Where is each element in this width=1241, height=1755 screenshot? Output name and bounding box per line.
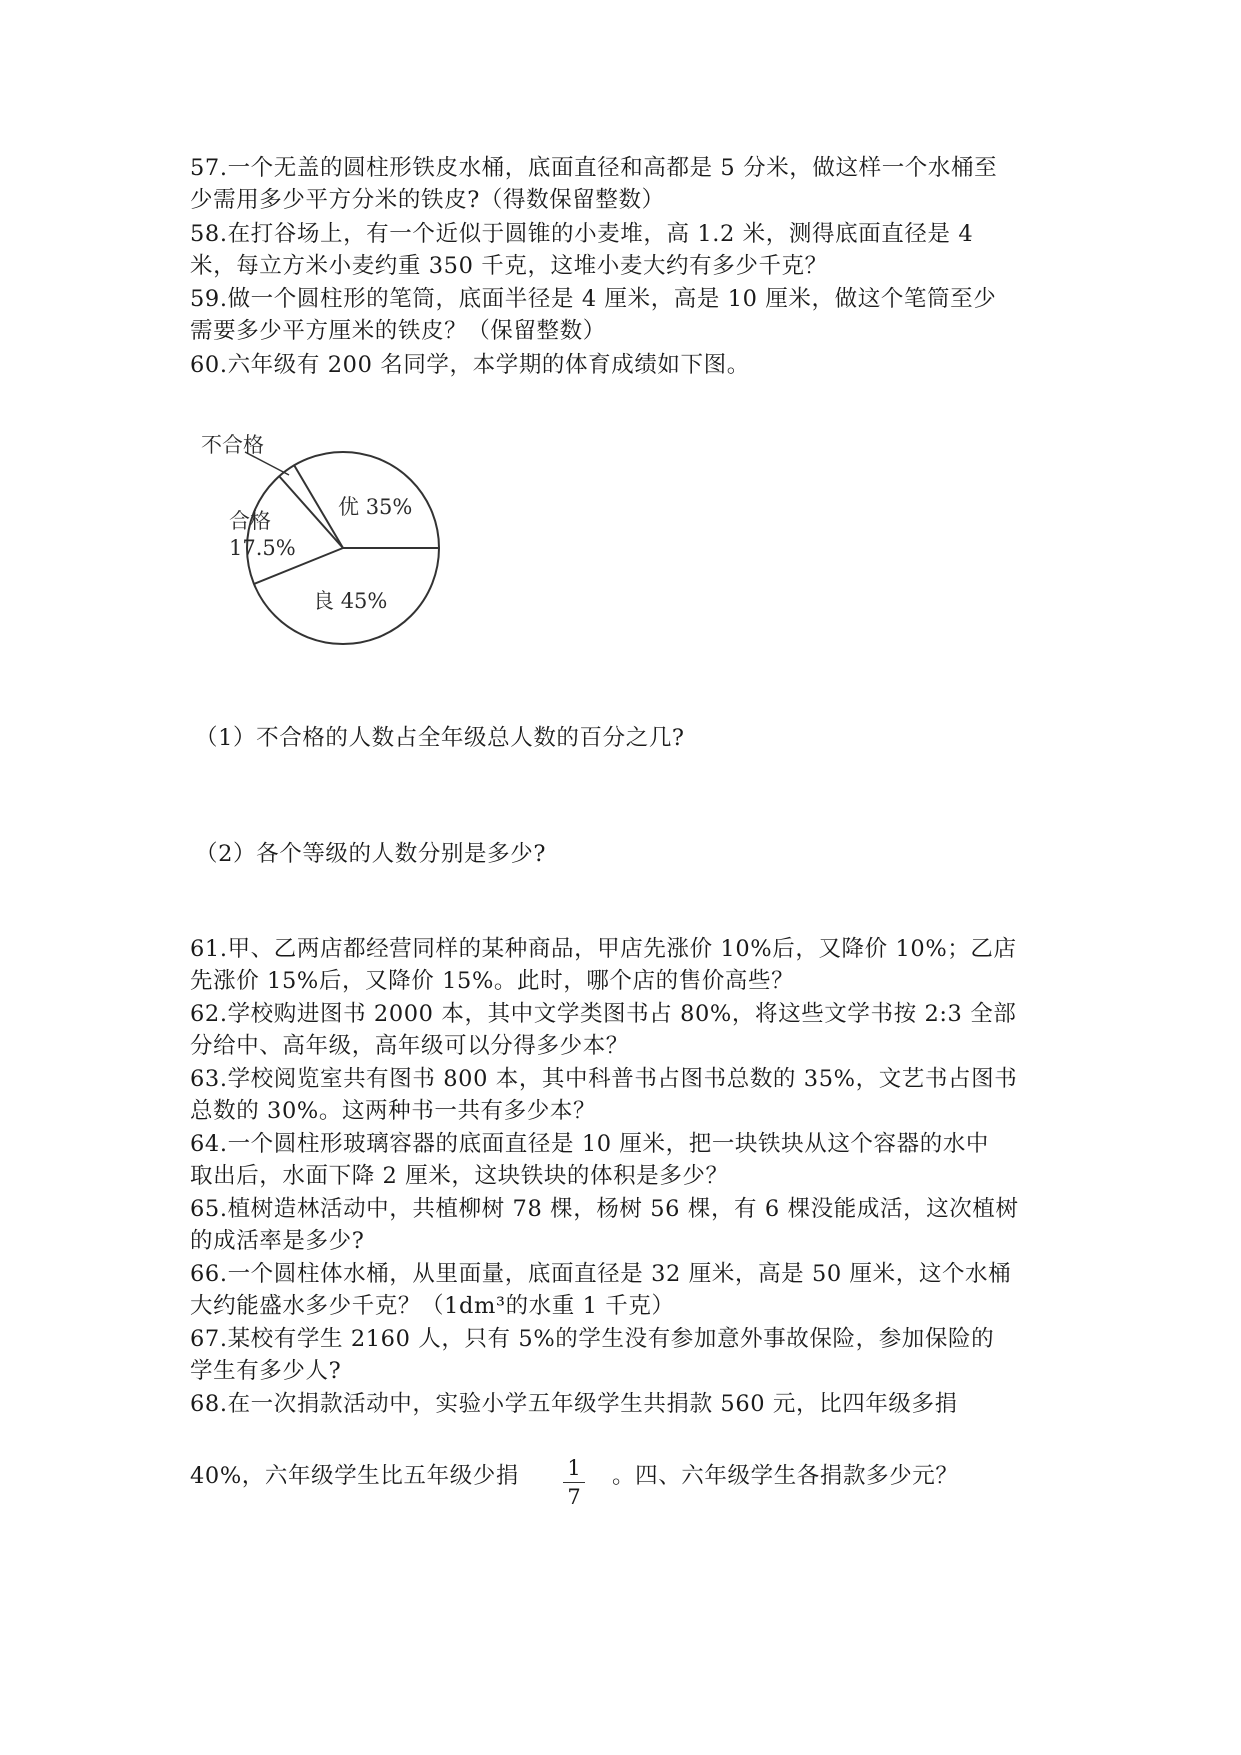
slice-value-liang: 45% (340, 589, 388, 613)
question-68-line-1: 68.在一次捐款活动中，实验小学五年级学生共捐款 560 元，比四年级多捐 (190, 1391, 958, 1417)
slice-label-you (338, 495, 412, 519)
question-64-line-2: 取出后，水面下降 2 厘米，这块铁块的体积是多少？ (190, 1163, 729, 1189)
question-58-line-1: 58.在打谷场上，有一个近似于圆锥的小麦堆，高 1.2 米，测得底面直径是 4 (190, 221, 974, 247)
question-65-line-2: 的成活率是多少? (190, 1228, 365, 1254)
slice-label-you-name: 优 (338, 495, 359, 519)
question-64-line-1: 64.一个圆柱形玻璃容器的底面直径是 10 厘米，把一块铁块从这个容器的水中 (190, 1131, 990, 1157)
question-57-line-2: 少需用多少平方分米的铁皮?（得数保留整数） (190, 187, 665, 213)
slice-value-hege: 17.5% (229, 536, 296, 560)
question-68-line-2b: 。四、六年级学生各捐款多少元？ (612, 1463, 959, 1489)
slice-label-buhege: 不合格 (201, 433, 264, 457)
question-60-line-1: 60.六年级有 200 名同学，本学期的体育成绩如下图。 (190, 352, 750, 378)
slice-label-hege: 合格 (229, 509, 271, 533)
fraction-bar (563, 1482, 585, 1483)
question-67-line-1: 67.某校有学生 2160 人，只有 5%的学生没有参加意外事故保险，参加保险的 (190, 1326, 995, 1352)
question-61-line-1: 61.甲、乙两店都经营同样的某种商品，甲店先涨价 10%后，又降价 10%；乙店 (190, 936, 1017, 962)
fraction-one-seventh (563, 1456, 585, 1509)
question-68-line-2a: 40%，六年级学生比五年级少捐 (190, 1463, 520, 1489)
question-66-line-1: 66.一个圆柱体水桶，从里面量，底面直径是 32 厘米，高是 50 厘米，这个水桶 (190, 1261, 1012, 1287)
question-60-sub-2: （2）各个等级的人数分别是多少? (195, 841, 546, 867)
question-63-line-2: 总数的 30%。这两种书一共有多少本？ (190, 1098, 597, 1124)
fraction-numerator: 1 (567, 1456, 581, 1480)
question-66-line-2: 大约能盛水多少千克？（1dm³的水重 1 千克） (190, 1293, 675, 1319)
slice-label-liang-name: 良 (313, 589, 334, 613)
question-59-line-1: 59.做一个圆柱形的笔筒，底面半径是 4 厘米，高是 10 厘米，做这个笔筒至少 (190, 286, 997, 312)
grade-pie-chart (195, 428, 455, 658)
question-62-line-2: 分给中、高年级，高年级可以分得多少本？ (190, 1033, 629, 1059)
question-60-sub-1: （1）不合格的人数占全年级总人数的百分之几? (195, 725, 685, 751)
question-62-line-1: 62.学校购进图书 2000 本，其中文学类图书占 80%，将这些文学书按 2:3 全部 (190, 1001, 1017, 1027)
fraction-denominator: 7 (567, 1485, 581, 1509)
slice-label-liang (313, 589, 387, 613)
question-65-line-1: 65.植树造林活动中，共植柳树 78 棵，杨树 56 棵，有 6 棵没能成活，这次植树 (190, 1196, 1019, 1222)
question-67-line-2: 学生有多少人? (190, 1358, 342, 1384)
question-63-line-1: 63.学校阅览室共有图书 800 本，其中科普书占图书总数的 35%，文艺书占图书 (190, 1066, 1018, 1092)
question-59-line-2: 需要多少平方厘米的铁皮？（保留整数） (190, 318, 606, 344)
question-57-line-1: 57.一个无盖的圆柱形铁皮水桶，底面直径和高都是 5 分米，做这样一个水桶至 (190, 155, 998, 181)
slice-value-you: 35% (365, 495, 413, 519)
question-58-line-2: 米，每立方米小麦约重 350 千克，这堆小麦大约有多少千克？ (190, 253, 828, 279)
question-61-line-2: 先涨价 15%后，又降价 15%。此时，哪个店的售价高些？ (190, 968, 795, 994)
